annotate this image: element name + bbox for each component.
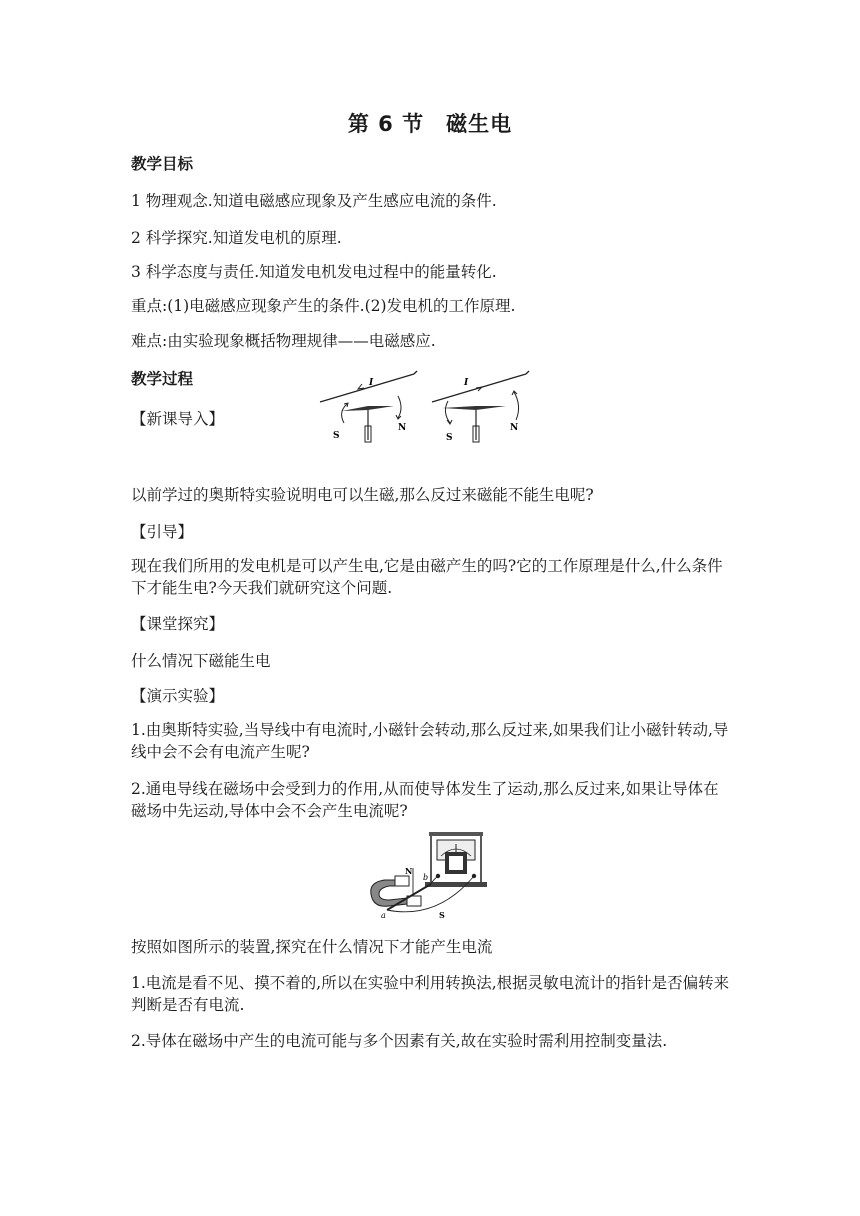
demo-item-1: 1.由奥斯特实验,当导线中有电流时,小磁针会转动,那么反过来,如果我们让小磁针转动,导线中会不会有电流产生呢? (131, 721, 729, 761)
difficulty: 难点:由实验现象概括物理规律——电磁感应. (131, 332, 436, 350)
title-topic: 磁生电 (446, 112, 513, 136)
intro-label: 【新课导入】 (131, 410, 225, 428)
magnet-south-label: S (439, 910, 445, 920)
demo-label: 【演示实验】 (131, 687, 225, 705)
note-item-1: 1.电流是看不见、摸不着的,所以在实验中利用转换法,根据灵敏电流计的指针是否偏转来判断是否有电流. (131, 974, 730, 1014)
setup-text: 按照如图所示的装置,探究在什么情况下才能产生电流 (131, 938, 493, 956)
south-pole-label: S (333, 431, 340, 441)
objective-item: 2 科学探究.知道发电机的原理. (131, 229, 342, 247)
oersted-figure (314, 368, 534, 458)
conductor-end-b: b (423, 873, 429, 882)
current-label: I (464, 378, 469, 388)
note-item-2: 2.导体在磁场中产生的电流可能与多个因素有关,故在实验时需利用控制变量法. (131, 1032, 668, 1050)
process-heading: 教学过程 (131, 370, 194, 388)
current-label: I (369, 378, 374, 388)
objective-item: 1 物理观念.知道电磁感应现象及产生感应电流的条件. (131, 192, 497, 210)
demo-item-2: 2.通电导线在磁场中会受到力的作用,从而使导体发生了运动,那么反过来,如果让导体在磁场中先运动,导体中会不会产生电流呢? (131, 780, 719, 820)
objectives-heading: 教学目标 (131, 155, 194, 173)
magnet-north-label: N (405, 866, 413, 876)
guide-label: 【引导】 (131, 523, 194, 541)
intro-text: 以前学过的奥斯特实验说明电可以生磁,那么反过来磁能不能生电呢? (131, 486, 594, 504)
explore-label: 【课堂探究】 (131, 615, 225, 633)
title-section-number: 第 6 节 (347, 112, 425, 136)
conductor-end-a: a (381, 911, 386, 920)
south-pole-label: S (446, 433, 453, 443)
explore-text: 什么情况下磁能生电 (131, 652, 271, 670)
north-pole-label: N (398, 423, 407, 433)
oersted-panel-left (320, 371, 417, 442)
north-pole-label: N (510, 423, 519, 433)
induction-setup-figure (367, 828, 492, 920)
page-title (0, 108, 860, 138)
oersted-panel-right (432, 371, 529, 443)
key-points: 重点:(1)电磁感应现象产生的条件.(2)发电机的工作原理. (131, 297, 516, 315)
guide-text: 现在我们所用的发电机是可以产生电,它是由磁产生的吗?它的工作原理是什么,什么条件下才能生电?今天我们就研究这个问题. (131, 557, 723, 597)
objective-item: 3 科学态度与责任.知道发电机发电过程中的能量转化. (131, 263, 497, 281)
